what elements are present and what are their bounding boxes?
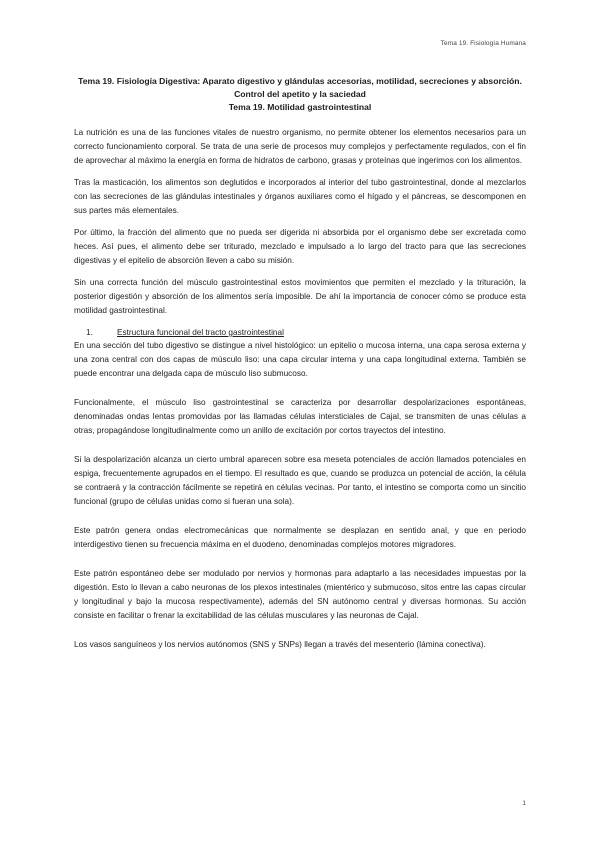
section-heading xyxy=(74,326,526,339)
document-title xyxy=(74,75,526,114)
paragraph: Por último, la fracción del alimento que no pueda ser digerida ni absorbida por el organismo debe ser excretada como heces. Así pues, el alimento debe ser triturado, mezclado e impulsado a lo largo del tracto para que las secreciones digestivas y el epitelio de absorción lleven a cabo su misión. xyxy=(74,228,526,265)
paragraph: Si la despolarización alcanza un cierto umbral aparecen sobre esa meseta potenciales de acción llamados potenciales en espiga, frecuentemente agrupados en el tiempo. El resultado es que, cuando se produzca un potencial de acción, la célula se contraerá y la contracción fácilmente se repetirá en células vecinas. Por tanto, el intestino se comporta como un sincitio funcional (grupo de células unidas como si fueran una sola). xyxy=(74,455,526,506)
paragraph: Los vasos sanguíneos y los nervios autónomos (SNS y SNPs) llegan a través del mesenterio (lámina conectiva). xyxy=(74,640,486,649)
paragraph: Tras la masticación, los alimentos son deglutidos e incorporados al interior del tubo gastrointestinal, donde al mezclarlos con las secreciones de las glándulas intestinales y órganos auxiliares como el hígado y el páncreas, se descomponen en sus partes más elementales. xyxy=(74,178,526,215)
paragraph: En una sección del tubo digestivo se distingue a nivel histológico: un epitelio o mucosa interna, una capa serosa externa y una zona central con dos capas de músculo liso: una capa circular interna y una capa longitudinal externa. También se puede encontrar una delgada capa de músculo liso submucoso. xyxy=(74,341,526,378)
running-header: Tema 19. Fisiología Humana xyxy=(440,40,526,47)
page-number: 1 xyxy=(522,800,526,807)
paragraph: La nutrición es una de las funciones vitales de nuestro organismo, no permite obtener los elementos necesarios para un correcto funcionamiento corporal. Se trata de una serie de procesos muy complejos y perfectamente regulados, con el fin de aprovechar al máximo la energía en forma de hidratos de carbono, grasas y proteínas que ingerimos con los alimentos. xyxy=(74,128,526,165)
document-body xyxy=(74,126,526,667)
paragraph: Sin una correcta función del músculo gastrointestinal estos movimientos que permiten el mezclado y la trituración, la posterior digestión y absorción de los alimentos sería imposible. De ahí la importancia de conocer cómo se produce esta motilidad gastrointestinal. xyxy=(74,278,526,315)
paragraph: Este patrón espontáneo debe ser modulado por nervios y hormonas para adaptarlo a las necesidades impuestas por la digestión. Esto lo llevan a cabo neuronas de los plexos intestinales (mientérico y submucoso, sitos entre las capas circular y longitudinal y bajo la mucosa respectivamente), además del SN autónomo central y diversas hormonas. Su acción consiste en facilitar o frenar la excitabilidad de las células musculares y las neuronas de Cajal. xyxy=(74,569,526,620)
title-main: Tema 19. Fisiología Digestiva: Aparato digestivo y glándulas accesorias, motilidad, secreciones y absorción. Control del apetito y la saciedad xyxy=(78,76,522,99)
section-number: 1. xyxy=(86,328,93,337)
paragraph: Funcionalmente, el músculo liso gastrointestinal se caracteriza por desarrollar despolarizaciones espontáneas, denominadas ondas lentas promovidas por las llamadas células intersticiales de Cajal, se transmiten de unas células a otras, propagándose longitudinalmente como un anillo de excitación por cortos trayectos del intestino. xyxy=(74,398,526,435)
section-title: Estructura funcional del tracto gastrointestinal xyxy=(117,328,284,337)
paragraph: Este patrón genera ondas electromecánicas que normalmente se desplazan en sentido anal, y que en periodo interdigestivo tienen su frecuencia máxima en el duodeno, denominadas complejos motores migradores. xyxy=(74,526,526,549)
title-sub: Tema 19. Motilidad gastrointestinal xyxy=(228,102,372,112)
